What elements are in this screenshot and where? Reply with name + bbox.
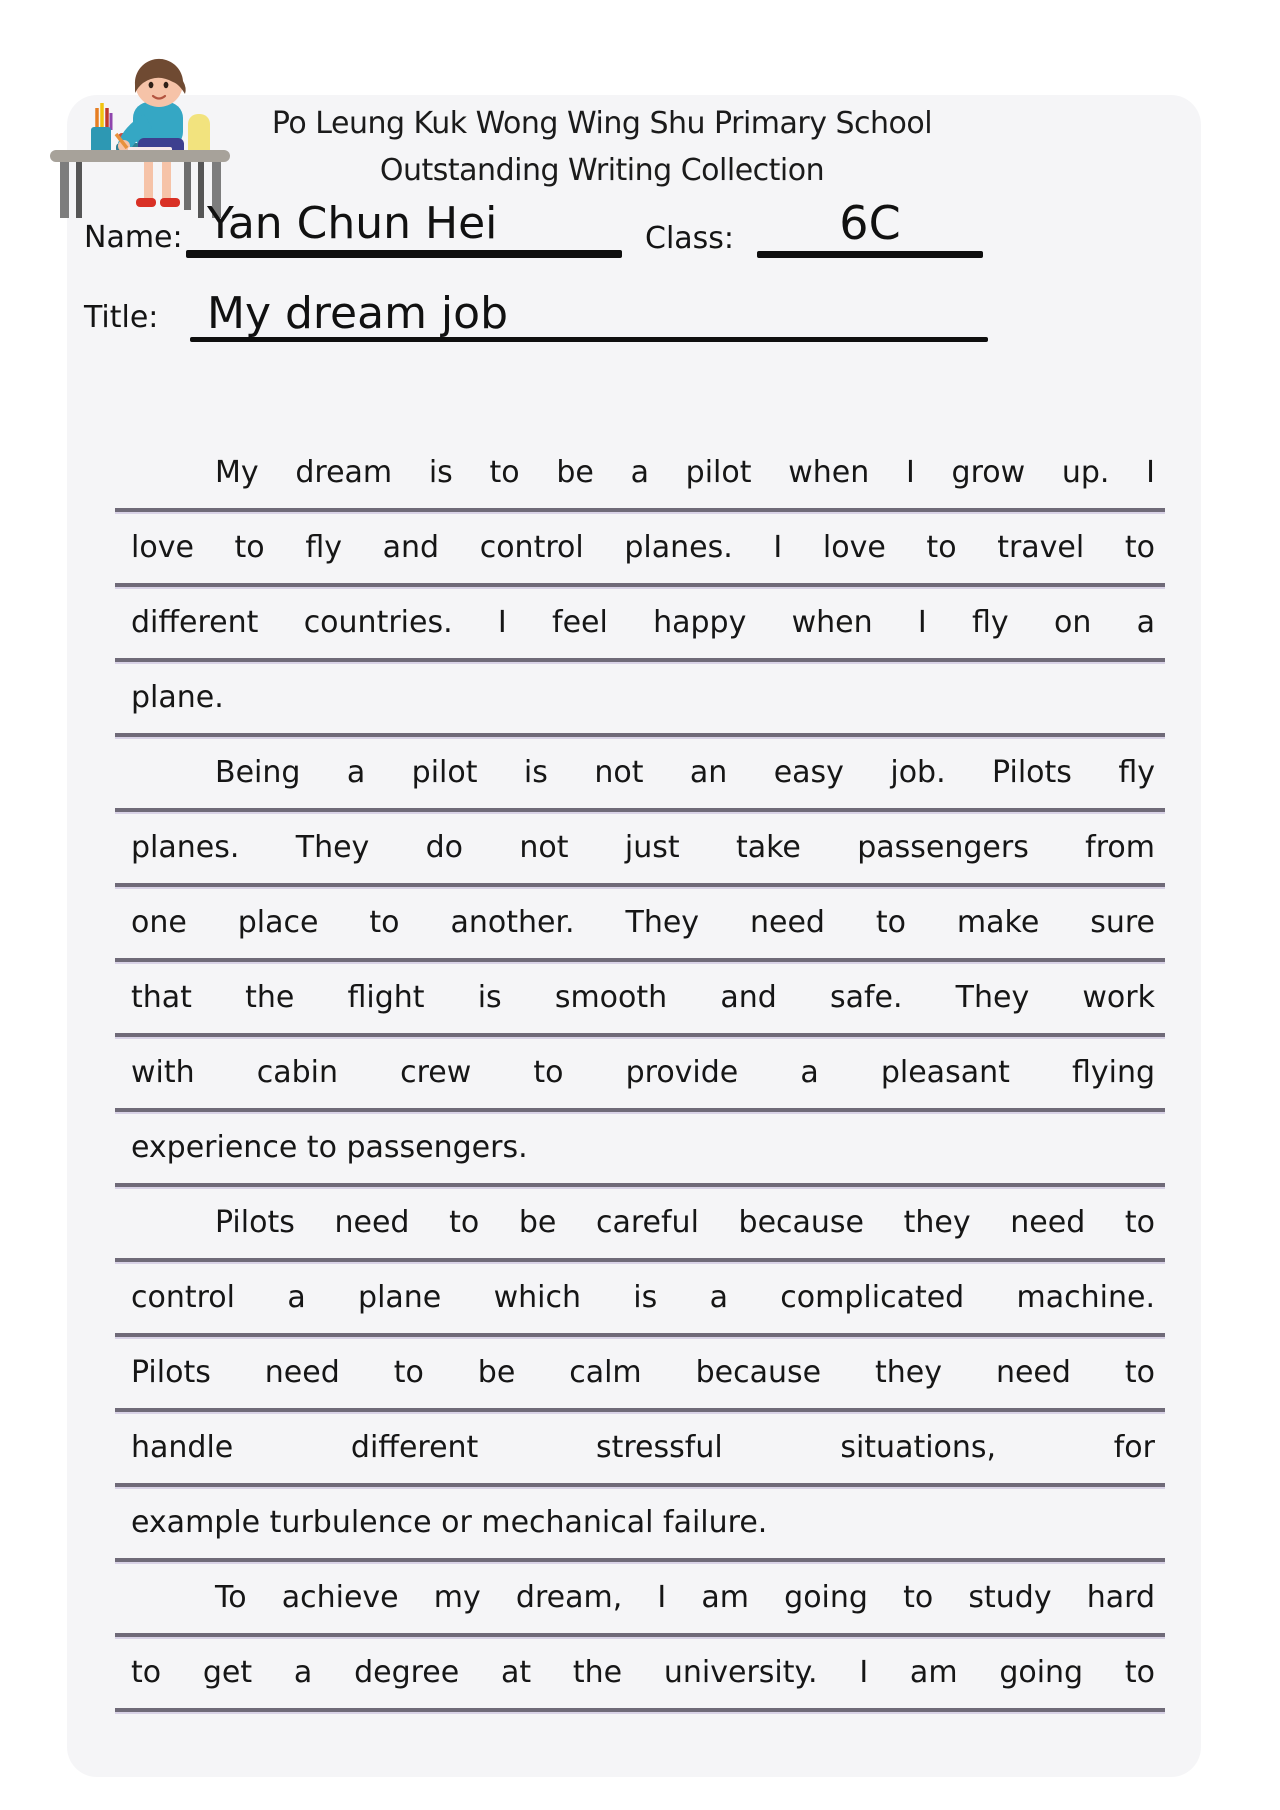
essay-line: control a plane which is a complicated machine. [115,1262,1165,1337]
essay-line: experience to passengers. [115,1112,1165,1187]
essay-line: to get a degree at the university. I am going to [115,1637,1165,1712]
essay-line: Pilots need to be careful because they need to [115,1187,1165,1262]
essay-line: Being a pilot is not an easy job. Pilots fly [115,737,1165,812]
boy-writing-at-desk-illustration [40,40,240,222]
essay-line: that the flight is smooth and safe. They work [115,962,1165,1037]
class-value: 6C [839,196,901,250]
essay-line: To achieve my dream, I am going to study hard [115,1562,1165,1637]
essay-line: My dream is to be a pilot when I grow up. I [115,437,1165,512]
name-underline [186,250,622,258]
essay-line: plane. [115,662,1165,737]
essay-line: one place to another. They need to make sure [115,887,1165,962]
essay-line: planes. They do not just take passengers from [115,812,1165,887]
essay-line: with cabin crew to provide a pleasant flying [115,1037,1165,1112]
essay-body [115,437,1165,1712]
shoe [160,198,180,207]
school-name: Po Leung Kuk Wong Wing Shu Primary School [271,106,933,141]
essay-line: love to fly and control planes. I love to travel to [115,512,1165,587]
class-label: Class: [645,221,735,256]
essay-line: example turbulence or mechanical failure. [115,1487,1165,1562]
name-value: Yan Chun Hei [207,198,498,249]
essay-line: different countries. I feel happy when I fly on a [115,587,1165,662]
header [228,100,976,194]
essay-line: Pilots need to be calm because they need to [115,1337,1165,1412]
collection-title: Outstanding Writing Collection [379,153,825,188]
desk [50,150,230,162]
class-underline [757,251,983,258]
title-label: Title: [84,300,159,335]
title-value: My dream job [207,288,508,339]
pencil-cup [91,127,111,153]
essay-line: handle different stressful situations, for [115,1412,1165,1487]
name-label: Name: [84,220,183,255]
shoe [136,198,156,207]
